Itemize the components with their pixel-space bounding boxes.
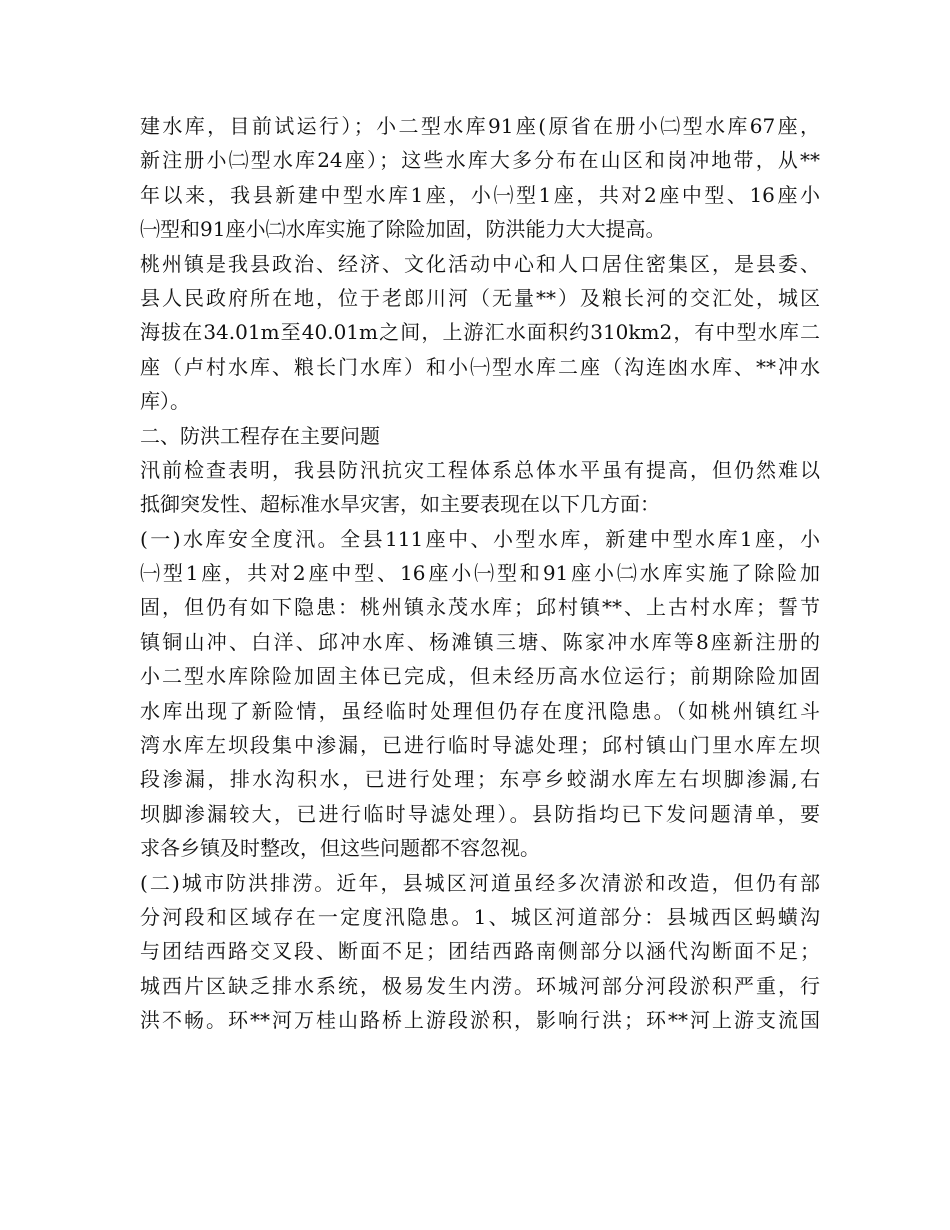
text-line: 桃州镇是我县政治、经济、文化活动中心和人口居住密集区，是县委、 <box>140 251 820 276</box>
text-line: 座（卢村水库、粮长门水库）和小㈠型水库二座（沟连凼水库、**冲水 <box>140 354 820 379</box>
text-line: 库）。 <box>140 389 190 414</box>
subsection-line: (一)水库安全度汛。全县111座中、小型水库，新建中型水库1座，小 <box>140 526 820 551</box>
text-line: 年以来，我县新建中型水库1座，小㈠型1座，共对2座中型、16座小 <box>140 182 820 207</box>
text-line: 段渗漏，排水沟积水，已进行处理；东亭乡蛟湖水库左右坝脚渗漏,右 <box>140 767 820 792</box>
section-heading: 二、防洪工程存在主要问题 <box>140 423 380 448</box>
text-line: 洪不畅。环**河万桂山路桥上游段淤积，影响行洪；环**河上游支流国 <box>140 1008 820 1033</box>
text-line: ㈠型1座，共对2座中型、16座小㈠型和91座小㈡水库实施了除险加 <box>140 561 820 586</box>
text-line: 与团结西路交叉段、断面不足；团结西路南侧部分以涵代沟断面不足； <box>140 939 820 964</box>
document-page <box>140 109 820 1038</box>
text-line: 抵御突发性、超标准水旱灾害，如主要表现在以下几方面： <box>140 492 660 517</box>
text-line: 小二型水库除险加固主体已完成，但未经历高水位运行；前期除险加固 <box>140 664 820 689</box>
text-line: 水库出现了新险情，虽经临时处理但仍存在度汛隐患。（如桃州镇红斗 <box>140 698 820 723</box>
text-line: 坝脚渗漏较大，已进行临时导滤处理）。县防指均已下发问题清单，要 <box>140 801 820 826</box>
text-line: 新注册小㈡型水库24座）；这些水库大多分布在山区和岗冲地带，从** <box>140 148 820 173</box>
text-line: 建水库，目前试运行）；小二型水库91座(原省在册小㈡型水库67座， <box>140 114 820 138</box>
text-line: 固，但仍有如下隐患：桃州镇永茂水库；邱村镇**、上古村水库；誓节 <box>140 595 820 620</box>
text-line: ㈠型和91座小㈡水库实施了除险加固，防洪能力大大提高。 <box>140 217 666 242</box>
text-line: 汛前检查表明，我县防汛抗灾工程体系总体水平虽有提高，但仍然难以 <box>140 457 820 482</box>
text-line: 镇铜山冲、白洋、邱冲水库、杨滩镇三塘、陈家冲水库等8座新注册的 <box>140 629 820 654</box>
text-line: 求各乡镇及时整改，但这些问题都不容忽视。 <box>140 836 540 861</box>
subsection-line: (二)城市防洪排涝。近年，县城区河道虽经多次清淤和改造，但仍有部 <box>140 870 820 895</box>
text-line: 分河段和区域存在一定度汛隐患。1、城区河道部分：县城西区蚂蟥沟 <box>140 904 820 929</box>
text-line: 城西片区缺乏排水系统，极易发生内涝。环城河部分河段淤积严重，行 <box>140 973 820 998</box>
text-line: 湾水库左坝段集中渗漏，已进行临时导滤处理；邱村镇山门里水库左坝 <box>140 733 820 758</box>
text-line: 海拔在34.01m至40.01m之间，上游汇水面积约310km2，有中型水库二 <box>140 320 820 345</box>
text-line: 县人民政府所在地，位于老郎川河（无量**）及粮长河的交汇处，城区 <box>140 285 820 310</box>
